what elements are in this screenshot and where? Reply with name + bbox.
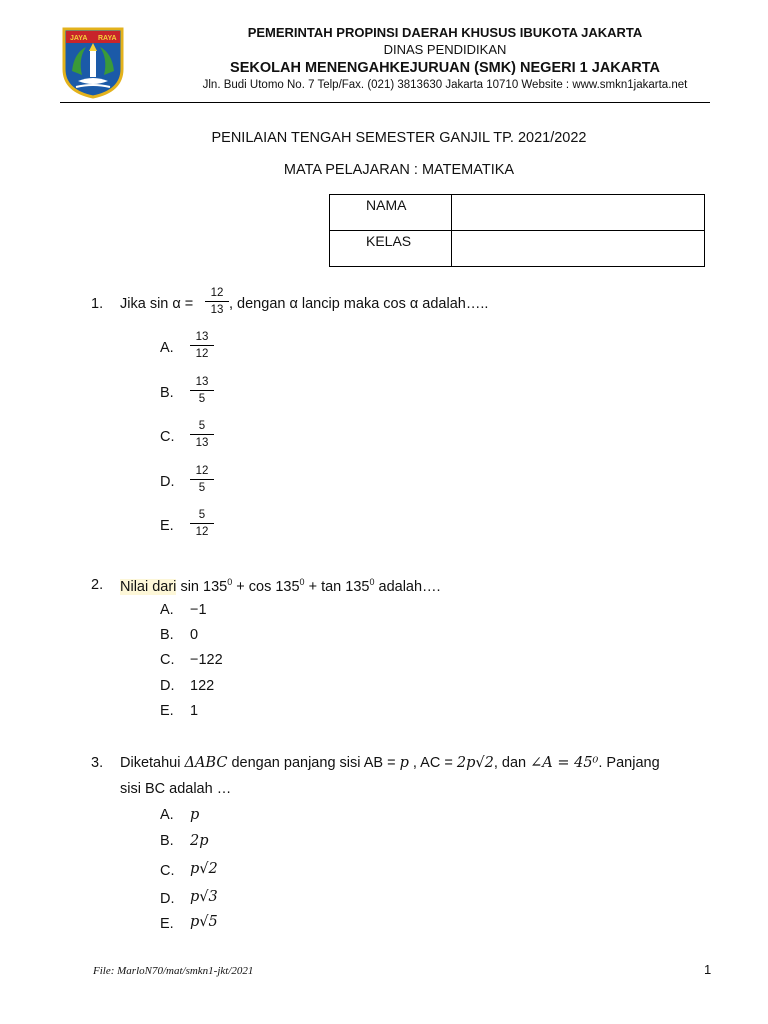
q3-option-e-letter: E.	[160, 916, 174, 932]
q3-part: . Panjang	[598, 755, 660, 771]
q3-option-a-letter: A.	[160, 807, 174, 823]
student-identity-table	[329, 194, 705, 267]
q2-option-d-letter: D.	[160, 678, 175, 694]
q3-part: , AC =	[408, 755, 457, 771]
q2-option-b-letter: B.	[160, 627, 174, 643]
q3-math-triangle: ΔABC	[184, 755, 228, 771]
q2-text	[120, 577, 441, 595]
q3-option-b-value[interactable]: 2p	[190, 833, 209, 849]
page-number: 1	[704, 962, 712, 977]
fraction-denominator: 5	[198, 393, 206, 405]
q2-option-d-value[interactable]: 122	[190, 678, 215, 694]
fraction-numerator: 5	[190, 419, 214, 435]
q3-option-a-value[interactable]: p	[190, 807, 200, 823]
degree-sup: 0	[369, 577, 375, 587]
q3-text-line1	[120, 755, 660, 771]
q3-option-b-letter: B.	[160, 833, 174, 849]
header-school-name: SEKOLAH MENENGAHKEJURUAN (SMK) NEGERI 1 JAKARTA	[230, 60, 660, 76]
q1-text-post: , dengan α lancip maka cos α adalah…..	[229, 296, 489, 312]
q1-option-a-fraction[interactable]	[190, 330, 214, 361]
q1-option-d-fraction[interactable]	[190, 464, 214, 495]
logo-text-left: JAYA	[70, 35, 88, 42]
fraction-numerator: 13	[190, 330, 214, 346]
q3-option-e-value[interactable]: p√5	[190, 914, 218, 930]
q3-option-c-letter: C.	[160, 863, 175, 879]
q3-math-p: p	[399, 755, 409, 771]
q1-option-a-letter: A.	[160, 340, 174, 356]
q1-text-pre: Jika sin α =	[120, 296, 194, 312]
q3-math-ac: 2p√2	[456, 755, 494, 771]
q3-option-c-value[interactable]: p√2	[190, 861, 218, 877]
q1-fraction-denominator: 13	[210, 304, 224, 316]
q3-number: 3.	[91, 755, 104, 771]
q1-option-c-fraction[interactable]	[190, 419, 214, 450]
fraction-numerator: 12	[190, 464, 214, 480]
q2-option-e-letter: E.	[160, 703, 174, 719]
q3-part: , dan	[493, 755, 531, 771]
q2-text-a: sin 135	[176, 578, 228, 595]
q2-option-c-value[interactable]: −122	[190, 652, 223, 668]
fraction-numerator: 13	[190, 375, 214, 391]
q3-part: Diketahui	[120, 755, 185, 771]
logo-text-right: RAYA	[98, 35, 117, 42]
class-label: KELAS	[330, 231, 452, 267]
class-field[interactable]	[452, 231, 705, 267]
exam-subject: MATA PELAJARAN : MATEMATIKA	[283, 162, 515, 178]
header-government-line: PEMERINTAH PROPINSI DAERAH KHUSUS IBUKOTA JAKARTA	[247, 25, 643, 40]
q3-option-d-letter: D.	[160, 891, 175, 907]
q2-number: 2.	[91, 577, 104, 593]
q2-text-c: + tan 135	[304, 578, 370, 595]
q3-text-line2: sisi BC adalah …	[120, 781, 232, 797]
q1-option-b-letter: B.	[160, 385, 174, 401]
header-address-line: Jln. Budi Utomo No. 7 Telp/Fax. (021) 3813630 Jakarta 10710 Website : www.smkn1jakarta.net	[202, 79, 688, 91]
q2-option-b-value[interactable]: 0	[190, 627, 199, 643]
q1-fraction-numerator: 12	[205, 286, 229, 302]
q1-option-e-fraction[interactable]	[190, 508, 214, 539]
q2-option-e-value[interactable]: 1	[190, 703, 199, 719]
q1-option-b-fraction[interactable]	[190, 375, 214, 406]
degree-sup: 0	[227, 577, 233, 587]
header-divider	[60, 102, 710, 103]
fraction-denominator: 12	[195, 348, 209, 360]
q1-fraction	[205, 286, 229, 317]
q3-part: dengan panjang sisi AB =	[227, 755, 400, 771]
q2-text-d: adalah….	[374, 578, 441, 595]
q1-option-d-letter: D.	[160, 474, 175, 490]
exam-title: PENILAIAN TENGAH SEMESTER GANJIL TP. 2021/2022	[211, 130, 587, 146]
q1-option-e-letter: E.	[160, 518, 174, 534]
q2-text-b: + cos 135	[232, 578, 300, 595]
q2-option-a-letter: A.	[160, 602, 174, 618]
name-label: NAMA	[330, 195, 452, 231]
q2-highlight: Nilai dari	[120, 578, 177, 595]
fraction-denominator: 5	[198, 482, 206, 494]
fraction-numerator: 5	[190, 508, 214, 524]
q1-number: 1.	[91, 296, 104, 312]
q2-option-c-letter: C.	[160, 652, 175, 668]
jakarta-coat-of-arms-logo	[62, 25, 124, 99]
fraction-denominator: 12	[195, 526, 209, 538]
q3-math-angle: ∠A = 45⁰	[530, 755, 599, 771]
fraction-denominator: 13	[195, 437, 209, 449]
q3-option-d-value[interactable]: p√3	[190, 889, 218, 905]
name-field[interactable]	[452, 195, 705, 231]
header-department-line: DINAS PENDIDIKAN	[383, 42, 507, 57]
q1-option-c-letter: C.	[160, 429, 175, 445]
degree-sup: 0	[299, 577, 305, 587]
q2-option-a-value[interactable]: −1	[190, 602, 207, 618]
footer-file-label: File: MarloN70/mat/smkn1-jkt/2021	[93, 965, 254, 977]
